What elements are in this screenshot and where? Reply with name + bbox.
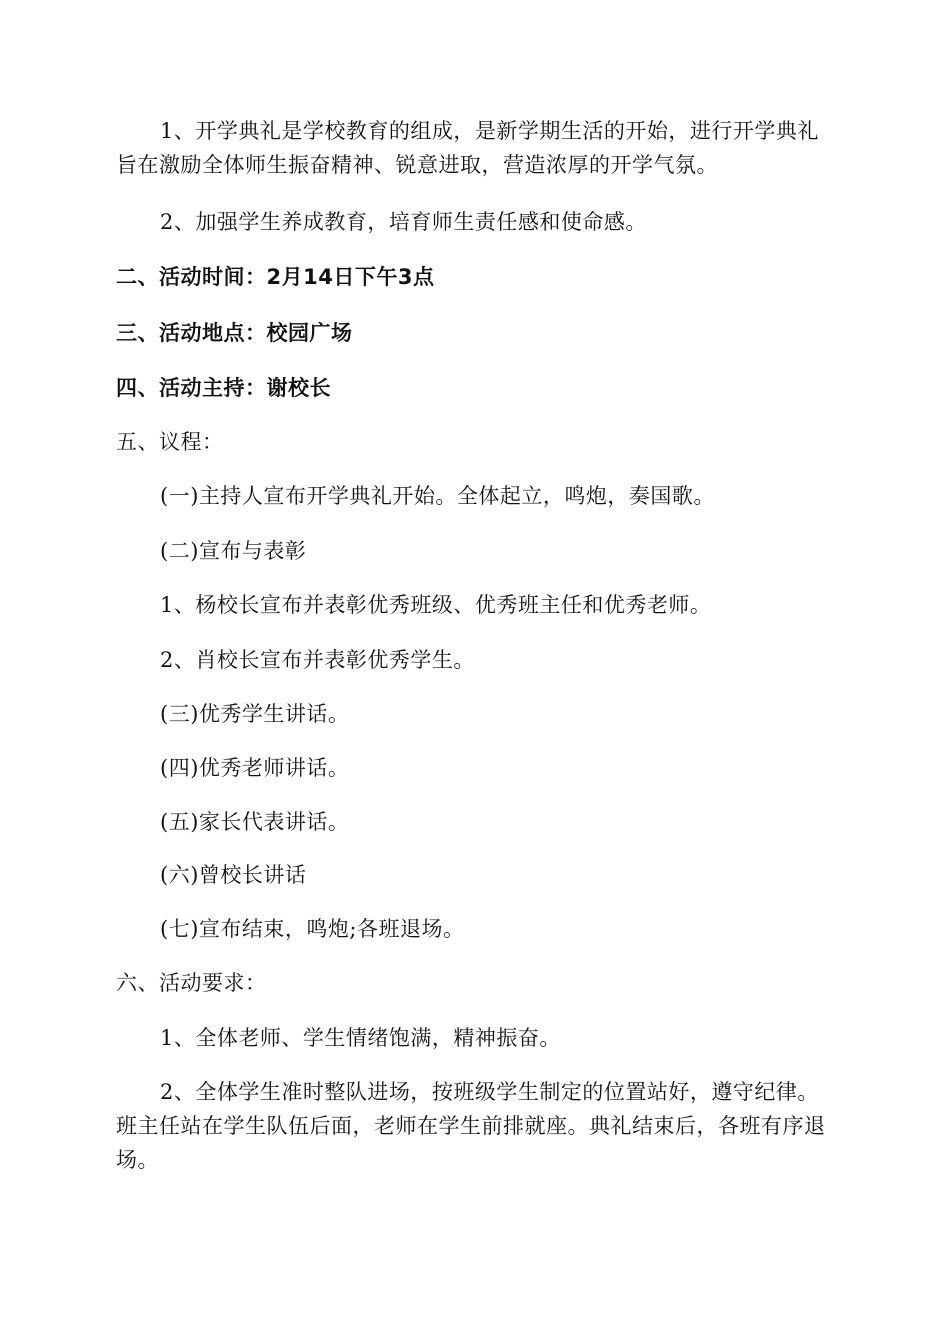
agenda-subitem-2-2: 2、肖校长宣布并表彰优秀学生。 <box>160 648 475 672</box>
purpose-paragraph-2: 2、加强学生养成教育，培育师生责任感和使命感。 <box>160 210 647 234</box>
agenda-item-6: (六)曾校长讲话 <box>160 863 307 887</box>
agenda-item-7: (七)宣布结束，鸣炮;各班退场。 <box>160 917 465 941</box>
section-heading-host: 四、活动主持：谢校长 <box>116 376 331 400</box>
section-heading-location: 三、活动地点：校园广场 <box>116 321 353 345</box>
section-heading-agenda: 五、议程： <box>116 430 224 454</box>
section-heading-time: 二、活动时间：2月14日下午3点 <box>116 265 435 289</box>
requirement-2: 2、全体学生准时整队进场，按班级学生制定的位置站好，遵守纪律。班主任站在学生队伍后面，老师在学生前排就座。典礼结束后，各班有序退场。 <box>116 1080 826 1172</box>
agenda-item-3: (三)优秀学生讲话。 <box>160 702 350 726</box>
agenda-item-5: (五)家长代表讲话。 <box>160 810 350 834</box>
requirement-1: 1、全体老师、学生情绪饱满，精神振奋。 <box>160 1026 561 1050</box>
agenda-item-1: (一)主持人宣布开学典礼开始。全体起立，鸣炮，奏国歌。 <box>160 484 715 508</box>
agenda-item-4: (四)优秀老师讲话。 <box>160 756 350 780</box>
section-heading-requirements: 六、活动要求： <box>116 971 267 995</box>
purpose-paragraph-1: 1、开学典礼是学校教育的组成，是新学期生活的开始，进行开学典礼旨在激励全体师生振奋精神、锐意进取，营造浓厚的开学气氛。 <box>116 119 819 177</box>
agenda-subitem-2-1: 1、杨校长宣布并表彰优秀班级、优秀班主任和优秀老师。 <box>160 593 712 617</box>
agenda-item-2: (二)宣布与表彰 <box>160 539 307 563</box>
